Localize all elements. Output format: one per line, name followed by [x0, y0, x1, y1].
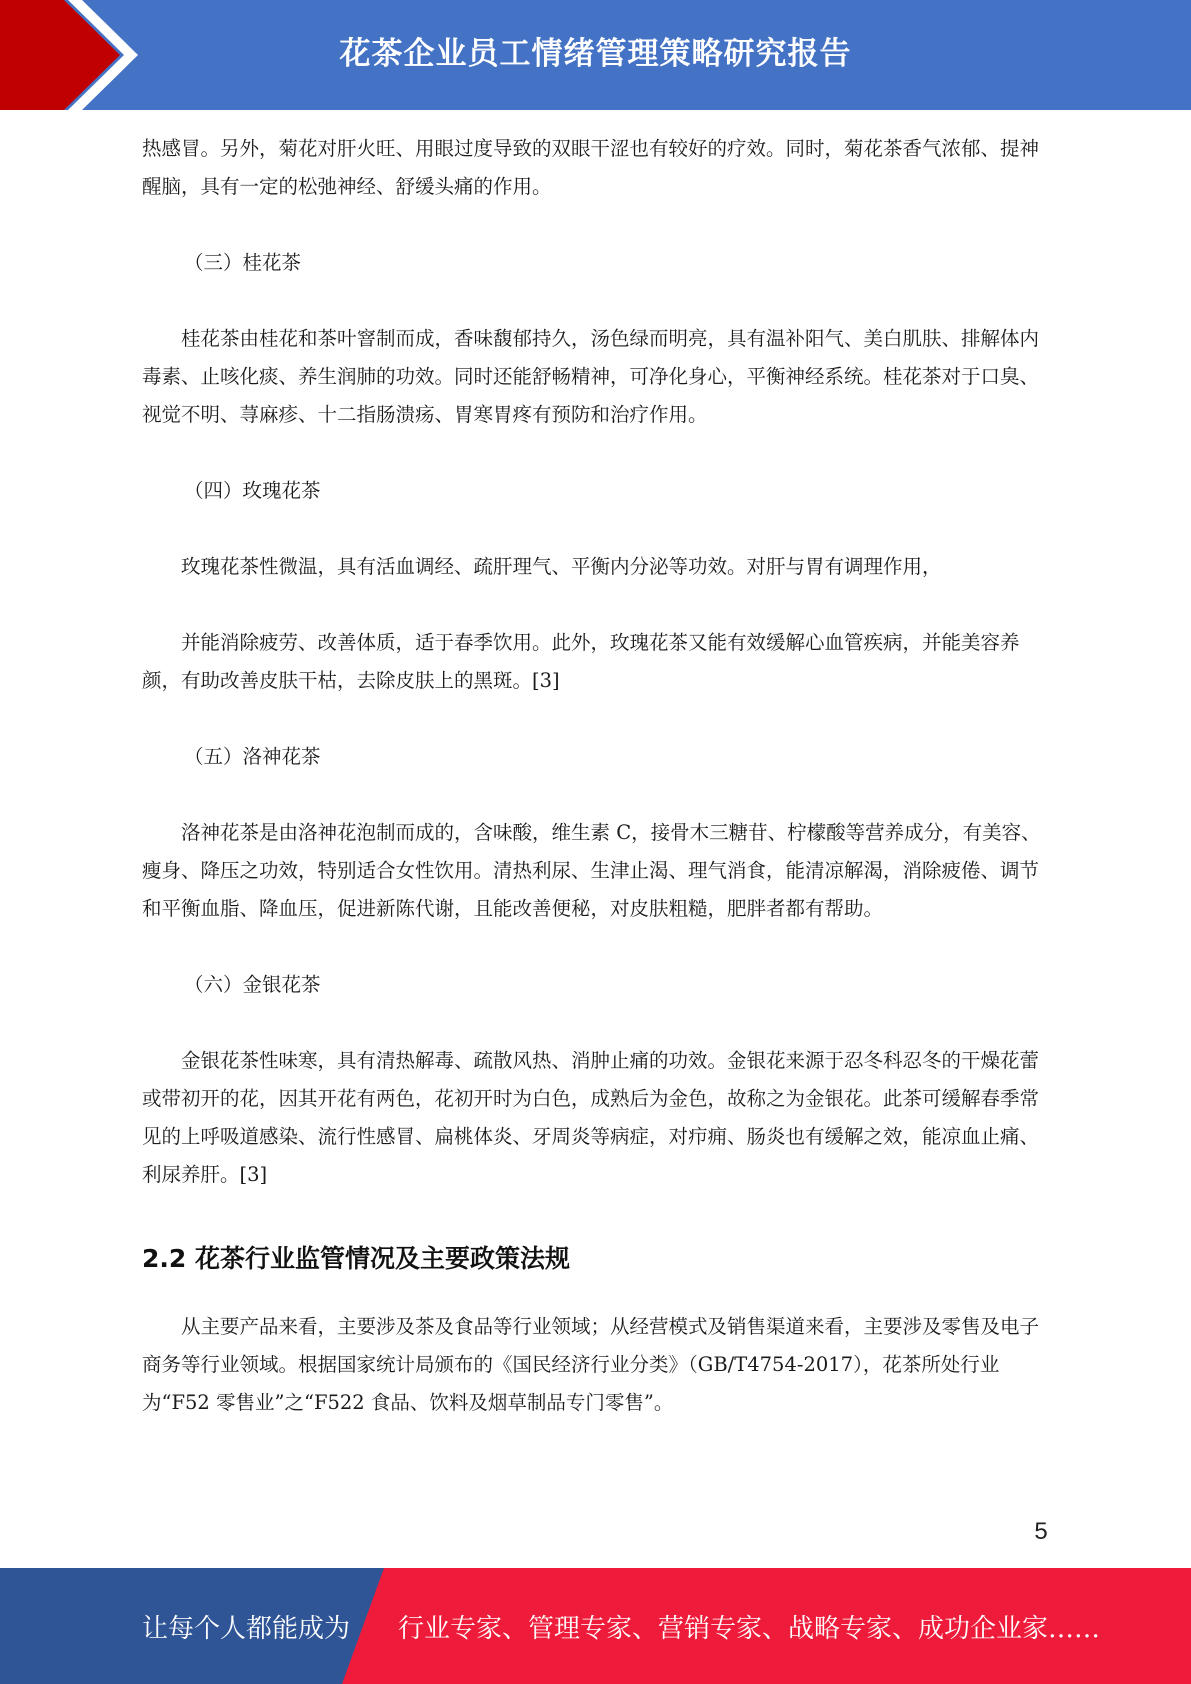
paragraph-chrysanthemum-end: 热感冒。另外，菊花对肝火旺、用眼过度导致的双眼干涩也有较好的疗效。同时，菊花茶香气浓郁、提神醒脑，具有一定的松弛神经、舒缓头痛的作用。: [142, 137, 1040, 198]
paragraph-honeysuckle-tea: 金银花茶性味寒，具有清热解毒、疏散风热、消肿止痛的功效。金银花来源于忍冬科忍冬的干燥花蕾或带初开的花，因其开花有两色，花初开时为白色，成熟后为金色，故称之为金银花。此茶可缓解春季常见的上呼吸道感染、流行性感冒、扁桃体炎、牙周炎等病症，对疖痈、肠炎也有缓解之效，能凉血止痛、利尿养肝。[3]: [142, 1049, 1040, 1186]
paragraph-rose-tea-1: 玫瑰花茶性微温，具有活血调经、疏肝理气、平衡内分泌等功效。对肝与胃有调理作用，: [181, 555, 942, 578]
subheading-roselle-tea: （五）洛神花茶: [184, 745, 321, 768]
document-body: [142, 130, 1047, 1422]
report-title: 花茶企业员工情绪管理策略研究报告: [339, 35, 852, 72]
section-heading-2-2: 2.2 花茶行业监管情况及主要政策法规: [142, 1244, 570, 1273]
paragraph-rose-tea-2: 并能消除疲劳、改善体质，适于春季饮用。此外，玫瑰花茶又能有效缓解心血管疾病，并能美容养颜，有助改善皮肤干枯，去除皮肤上的黑斑。[3]: [142, 631, 1020, 692]
paragraph-industry-regulation: 从主要产品来看，主要涉及茶及食品等行业领域；从经营模式及销售渠道来看，主要涉及零售及电子商务等行业领域。根据国家统计局颁布的《国民经济行业分类》（GB/T4754-2017），花茶所处行业为“F52 零售业”之“F522 食品、饮料及烟草制品专门零售”。: [142, 1315, 1040, 1414]
footer-slogan-right: 行业专家、管理专家、营销专家、战略专家、成功企业家……: [398, 1613, 1101, 1644]
paragraph-osmanthus-tea: 桂花茶由桂花和茶叶窨制而成，香味馥郁持久，汤色绿而明亮，具有温补阳气、美白肌肤、排解体内毒素、止咳化痰、养生润肺的功效。同时还能舒畅精神，可净化身心，平衡神经系统。桂花茶对于口臭、视觉不明、荨麻疹、十二指肠溃疡、胃寒胃疼有预防和治疗作用。: [142, 327, 1040, 426]
paragraph-roselle-tea: 洛神花茶是由洛神花泡制而成的，含味酸，维生素 C，接骨木三糖苷、柠檬酸等营养成分，有美容、瘦身、降压之功效，特别适合女性饮用。清热利尿、生津止渴、理气消食，能清凉解渴，消除疲倦、调节和平衡血脂、降血压，促进新陈代谢，且能改善便秘，对皮肤粗糙，肥胖者都有帮助。: [142, 821, 1041, 920]
page-number: 5: [1034, 1518, 1048, 1545]
page-footer: [0, 1568, 1191, 1684]
subheading-honeysuckle-tea: （六）金银花茶: [184, 973, 321, 996]
subheading-rose-tea: （四）玫瑰花茶: [184, 479, 321, 502]
subheading-osmanthus-tea: （三）桂花茶: [184, 251, 302, 274]
header-chevron-icon: [0, 0, 150, 110]
footer-slogan-left: 让每个人都能成为: [142, 1613, 351, 1644]
page-header: [0, 0, 1191, 110]
